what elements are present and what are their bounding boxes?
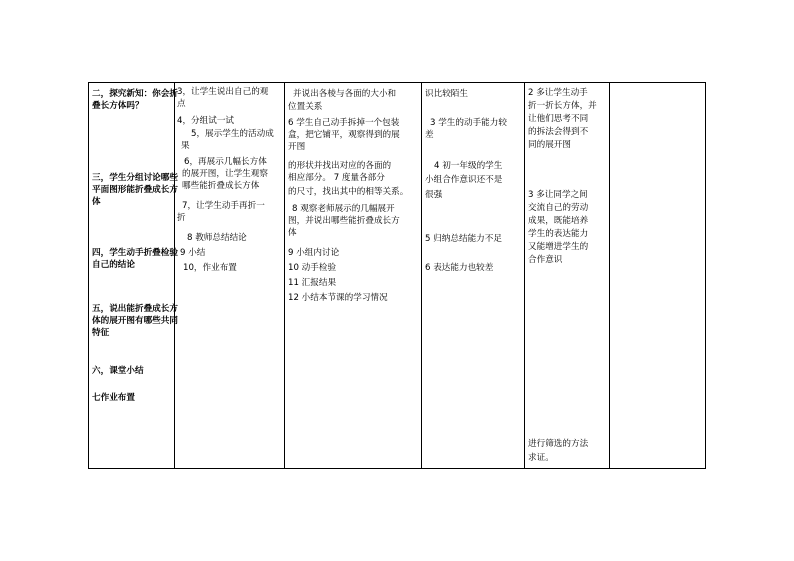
strategy-line: 交流自己的劳动 bbox=[528, 203, 589, 213]
student-activity-line: 的尺寸，找出其中的相等关系。 bbox=[288, 187, 409, 197]
student-activity-line: 相应部分。 7 度量各部分 bbox=[288, 173, 385, 183]
stage-3-line-3: 体 bbox=[92, 197, 101, 207]
strategy-column bbox=[525, 83, 610, 469]
stage-3-line-2: 平面图形能折叠成长方 bbox=[92, 185, 178, 195]
student-activity-line: 的形状并找出对应的各面的 bbox=[288, 161, 392, 171]
strategy-line: 求证。 bbox=[528, 453, 554, 463]
student-activity-column bbox=[285, 83, 422, 469]
stage-5-line-3: 特征 bbox=[92, 328, 110, 338]
teacher-activity-line: 5，展示学生的活动成 bbox=[191, 129, 274, 139]
teacher-activity-line: 果 bbox=[181, 141, 190, 151]
teacher-activity-column bbox=[175, 83, 285, 469]
strategy-line: 折一折长方体，并 bbox=[528, 101, 597, 111]
stage-2-line-2: 叠长方体吗？ bbox=[92, 101, 144, 111]
analysis-line: 5 归纳总结能力不足 bbox=[425, 234, 502, 244]
teacher-activity-line: 哪些能折叠成长方体 bbox=[182, 181, 260, 191]
table-row bbox=[89, 83, 706, 469]
strategy-line: 又能增进学生的 bbox=[528, 242, 589, 252]
stage-7-line: 七作业布置 bbox=[92, 393, 135, 403]
stage-6-line: 六，课堂小结 bbox=[92, 366, 144, 376]
stage-3-line-1: 三，学生分组讨论哪些 bbox=[92, 173, 178, 183]
student-activity-line: 图，并说出哪些能折叠成长方 bbox=[288, 216, 400, 226]
student-activity-line: 8 观察老师展示的几幅展开 bbox=[292, 204, 395, 214]
teacher-activity-line: 点 bbox=[177, 99, 186, 109]
strategy-line: 进行筛选的方法 bbox=[528, 439, 589, 449]
strategy-line: 让他们思考不同 bbox=[528, 114, 589, 124]
strategy-line: 成果，既能培养 bbox=[528, 216, 589, 226]
teacher-activity-line: 8 教师总结结论 bbox=[187, 233, 247, 243]
stage-column bbox=[89, 83, 178, 469]
student-activity-line: 并说出各棱与各面的大小和 bbox=[293, 89, 397, 99]
strategy-line: 同的展开图 bbox=[528, 140, 571, 150]
strategy-line: 3 多让同学之间 bbox=[528, 190, 588, 200]
teacher-activity-line: 10，作业布置 bbox=[183, 263, 237, 273]
strategy-line: 合作意识 bbox=[528, 255, 563, 265]
student-activity-line: 盒，把它铺平，观察得到的展 bbox=[288, 130, 400, 140]
strategy-line: 学生的表达能力 bbox=[528, 229, 589, 239]
analysis-line: 4 初一年级的学生 bbox=[434, 161, 503, 171]
analysis-line: 差 bbox=[425, 130, 434, 140]
strategy-line: 2 多让学生动手 bbox=[528, 88, 588, 98]
analysis-line: 6 表达能力也较差 bbox=[425, 263, 494, 273]
student-activity-line: 9 小组内讨论 bbox=[288, 248, 340, 258]
student-activity-line: 6 学生自己动手拆掉一个包装 bbox=[288, 118, 400, 128]
strategy-line: 的拆法会得到不 bbox=[528, 127, 589, 137]
stage-4-line-1: 四，学生动手折叠检验 bbox=[92, 248, 178, 258]
empty-column bbox=[610, 83, 706, 469]
lesson-plan-table bbox=[88, 82, 706, 469]
teacher-activity-line: 7，让学生动手再折一 bbox=[182, 201, 265, 211]
teacher-activity-line: 4，分组试一试 bbox=[177, 116, 235, 126]
student-analysis-column bbox=[422, 83, 525, 469]
analysis-line: 识比较陌生 bbox=[425, 89, 468, 99]
student-activity-line: 体 bbox=[288, 228, 297, 238]
student-activity-line: 开图 bbox=[288, 142, 306, 152]
stage-2-line-1: 二，探究新知：你会折 bbox=[92, 89, 178, 99]
teacher-activity-line: 的展开图，让学生观察 bbox=[182, 169, 268, 179]
analysis-line: 小组合作意识还不是 bbox=[425, 175, 503, 185]
analysis-line: 很强 bbox=[425, 190, 443, 200]
stage-4-line-2: 自己的结论 bbox=[92, 260, 135, 270]
teacher-activity-line: 折 bbox=[177, 213, 186, 223]
student-activity-line: 11 汇报结果 bbox=[288, 278, 337, 288]
analysis-line: 3 学生的动手能力较 bbox=[430, 118, 507, 128]
student-activity-line: 位置关系 bbox=[288, 102, 323, 112]
teacher-activity-line: 6，再展示几幅长方体 bbox=[184, 157, 267, 167]
teacher-activity-line: 9 小结 bbox=[180, 248, 206, 258]
student-activity-line: 10 动手检验 bbox=[288, 263, 337, 273]
stage-5-line-1: 五，说出能折叠成长方 bbox=[92, 304, 178, 314]
stage-5-line-2: 体的展开图有哪些共同 bbox=[92, 316, 178, 326]
teacher-activity-line: 3，让学生说出自己的观 bbox=[177, 87, 269, 97]
student-activity-line: 12 小结本节课的学习情况 bbox=[288, 293, 388, 303]
